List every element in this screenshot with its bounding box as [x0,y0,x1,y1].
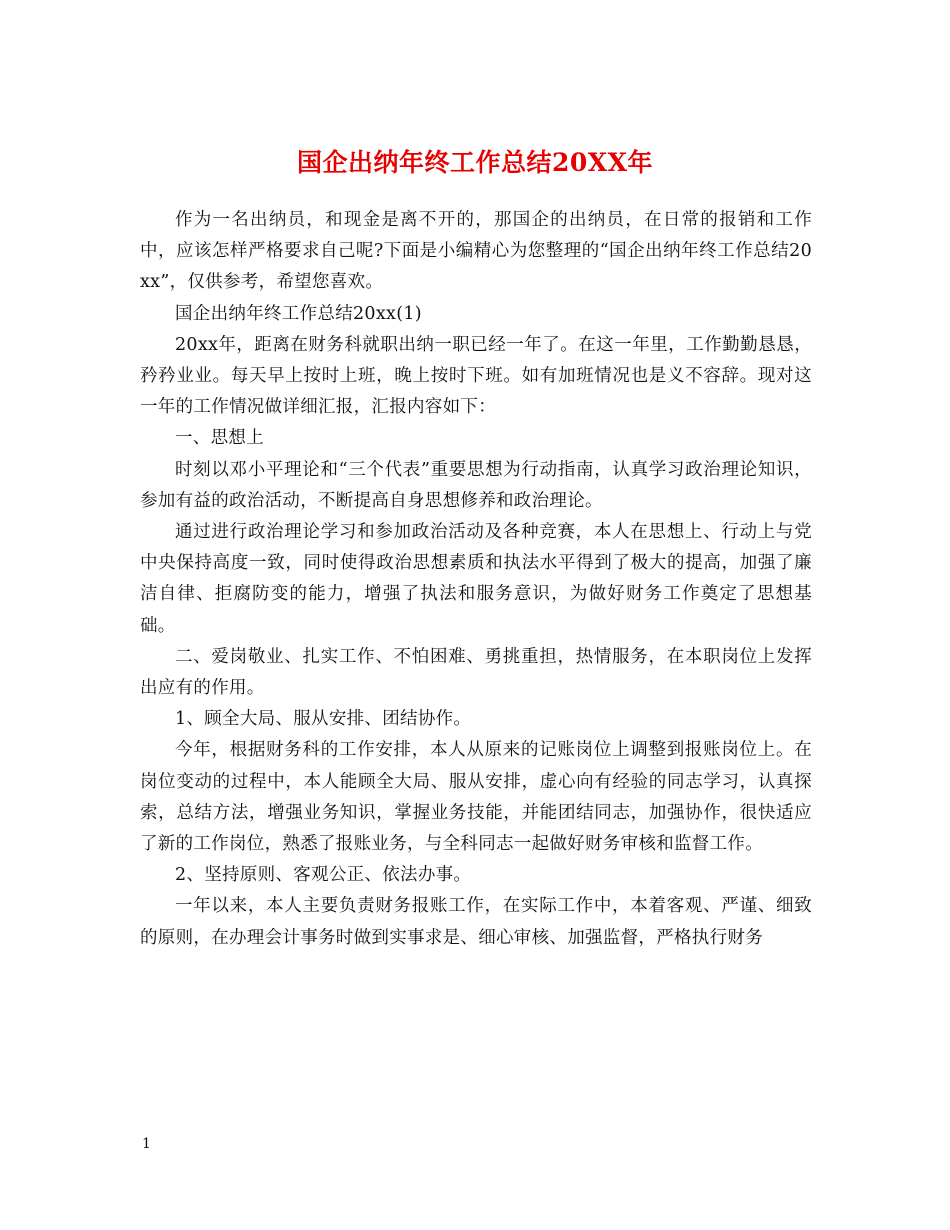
subheading-principles: 2、坚持原则、客观公正、依法办事。 [175,865,472,886]
paragraph-overview: 20xx年，距离在财务科就职出纳一职已经一年了。在这一年里，工作勤勤恳恳，矜矜业业。每天早上按时上班，晚上按时下班。如有加班情况也是义不容辞。现对这一年的工作情况做详细汇报，汇报内容如下： [140,334,812,418]
document-body [140,205,812,954]
section-heading-ideology: 一、思想上 [175,428,264,449]
paragraph-cooperation: 今年，根据财务科的工作安排，本人从原来的记账岗位上调整到报账岗位上。在岗位变动的过程中，本人能顾全大局、服从安排，虚心向有经验的同志学习，认真探索，总结方法，增强业务知识，掌握业务技能，并能团结同志，加强协作，很快适应了新的工作岗位，熟悉了报账业务，与全科同志一起做好财务审核和监督工作。 [140,740,812,855]
paragraph-ideology: 时刻以邓小平理论和“三个代表”重要思想为行动指南，认真学习政治理论知识，参加有益的政治活动，不断提高自身思想修养和政治理论。 [140,459,812,511]
paragraph-principles: 一年以来，本人主要负责财务报账工作，在实际工作中，本着客观、严谨、细致的原则，在办理会计事务时做到实事求是、细心审核、加强监督，严格执行财务 [140,896,812,948]
paragraph-ideology-detail: 通过进行政治理论学习和参加政治活动及各种竞赛，本人在思想上、行动上与党中央保持高度一致，同时使得政治思想素质和执法水平得到了极大的提高，加强了廉洁自律、拒腐防变的能力，增强了执法和服务意识，为做好财务工作奠定了思想基础。 [140,522,812,636]
subheading-cooperation: 1、顾全大局、服从安排、团结协作。 [175,709,472,730]
section-heading-dedication: 二、爱岗敬业、扎实工作、不怕困难、勇挑重担，热情服务，在本职岗位上发挥出应有的作用。 [140,646,812,699]
document-title: 国企出纳年终工作总结20XX年 [296,147,654,177]
paragraph-subtitle: 国企出纳年终工作总结20xx(1) [175,303,422,324]
paragraph-intro: 作为一名出纳员，和现金是离不开的，那国企的出纳员，在日常的报销和工作中，应该怎样严格要求自己呢?下面是小编精心为您整理的“国企出纳年终工作总结20xx”，仅供参考，希望您喜欢。 [140,210,812,293]
page-number: 1 [142,1136,151,1152]
